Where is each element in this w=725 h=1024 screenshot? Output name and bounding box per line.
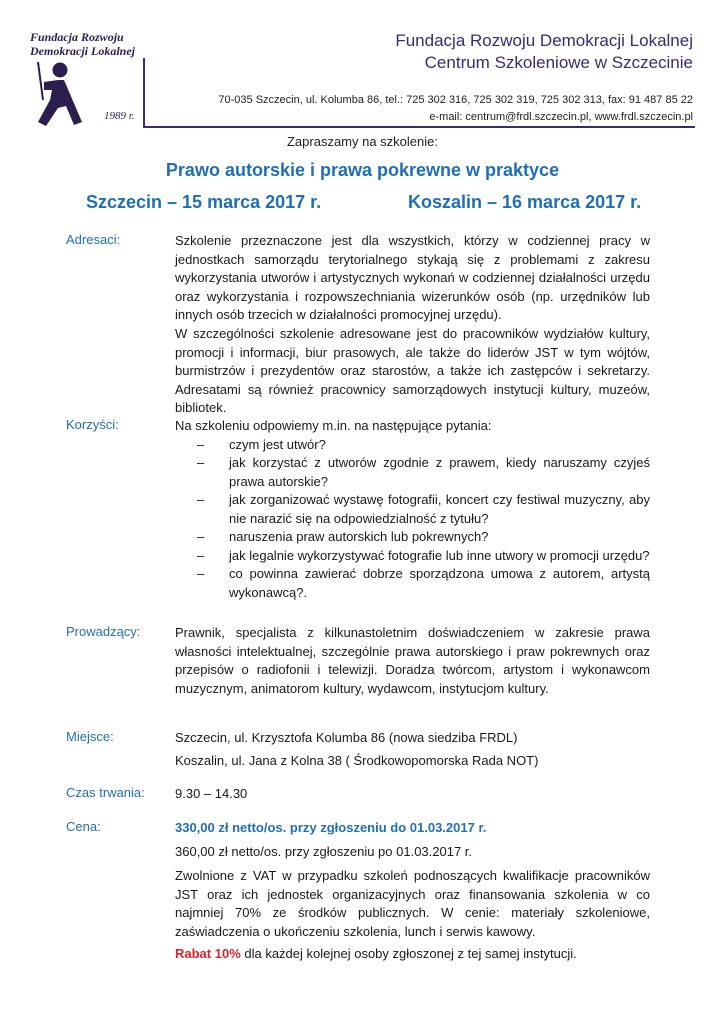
label-prowadzacy: Prowadzący: [66, 624, 141, 639]
discount-text: dla każdej kolejnej osoby zgłoszonej z tej samej instytucji. [240, 946, 577, 961]
adresaci-p1: Szkolenie przeznaczone jest dla wszystkich, którzy w codziennej pracy w jednostkach samorządu terytorialnego stykają się z problemami z zakresu wykorzystania utworów i artystycznych wykonań w codziennej działalności urzędu oraz wykorzystania i rozpowszechniania wizerunków osób (np. urzędników lub innych osób trzecich w działalności promocyjnej urzędu). [175, 233, 650, 322]
bullet-dash: – [197, 436, 205, 452]
contact-line[interactable]: e-mail: centrum@frdl.szczecin.pl, www.frdl.szczecin.pl [429, 111, 693, 123]
org-name-line-2: Centrum Szkoleniowe w Szczecinie [424, 53, 693, 72]
list-item [197, 454, 650, 491]
bullet-dash: – [197, 529, 205, 544]
list-item-text: czym jest utwór? [229, 436, 326, 452]
discount-note [175, 945, 650, 964]
invite-text: Zapraszamy na szkolenie: [286, 134, 438, 149]
korzysci-intro: Na szkoleniu odpowiemy m.in. na następujące pytania: [175, 418, 492, 433]
label-adresaci: Adresaci: [66, 232, 121, 247]
org-address [218, 92, 693, 126]
address-line: 70-035 Szczecin, ul. Kolumba 86, tel.: 725 302 316, 725 302 319, 725 302 313, fax: 91 487 85 22 [218, 94, 693, 106]
list-item-text: naruszenia praw autorskich lub pokrewnych? [229, 529, 489, 544]
label-korzysci: Korzyści: [66, 417, 119, 432]
bullet-dash: – [197, 455, 205, 470]
price-late: 360,00 zł netto/os. przy zgłoszeniu po 01.03.2017 r. [175, 844, 473, 859]
list-item [197, 565, 650, 602]
vat-note: Zwolnione z VAT w przypadku szkoleń podnoszących kwalifikacje pracowników JST oraz ich jednostek organizacyjnych oraz finansowania szkolenia w co najmniej 70% ze środków publicznych. W cenie: materiały szkoleniowe, zaświadczenia o ukończeniu szkolenia, lunch i serwis kawowy. [175, 868, 650, 939]
list-item [197, 547, 650, 566]
location-date-1: Szczecin – 15 marca 2017 r. [86, 192, 322, 212]
list-item [197, 436, 650, 455]
adresaci-p2: W szczególności szkolenie adresowane jest do pracowników wydziałów kultury, promocji i informacji, biur prasowych, ale także do liderów JST w tym wójtów, burmistrzów i prezydentów oraz starostów, a także ich zastępców i sekretarzy. Adresatami są również pracownicy samorządowych instytucji kultury, muzeów, bibliotek. [175, 326, 650, 415]
location-date-2: Koszalin – 16 marca 2017 r. [408, 192, 642, 212]
bullet-dash: – [197, 566, 205, 581]
list-item-text: jak zorganizować wystawę fotografii, koncert czy festiwal muzyczny, aby nie narazić się na odpowiedzialność z tytułu? [229, 492, 650, 526]
bullet-dash: – [197, 547, 205, 563]
label-miejsce: Miejsce: [66, 729, 114, 744]
list-item [197, 491, 650, 528]
training-title: Prawo autorskie i prawa pokrewne w praktyce [165, 160, 560, 180]
miejsce-line-2: Koszalin, ul. Jana z Kolna 38 ( Środkowopomorska Rada NOT) [175, 753, 539, 768]
korzysci-list [197, 436, 650, 603]
logo-line-2: Demokracji Lokalnej [30, 44, 135, 58]
logo-year: 1989 r. [104, 110, 135, 122]
discount-label: Rabat 10% [175, 946, 241, 961]
miejsce-line-1: Szczecin, ul. Krzysztofa Kolumba 86 (nowa siedziba FRDL) [175, 730, 518, 745]
logo-figure-icon [30, 60, 90, 135]
logo-text [30, 30, 150, 58]
czas-value: 9.30 – 14.30 [175, 786, 248, 801]
label-czas: Czas trwania: [66, 785, 145, 800]
header-vertical-divider [143, 58, 145, 128]
list-item-text: jak korzystać z utworów zgodnie z prawem, kiedy naruszamy czyjeś prawa autorskie? [229, 455, 650, 489]
list-item [197, 528, 650, 547]
price-early: 330,00 zł netto/os. przy zgłoszeniu do 01.03.2017 r. [175, 820, 487, 835]
label-cena: Cena: [66, 819, 101, 834]
list-item-text: co powinna zawierać dobrze sporządzona umowa z autorem, artystą wykonawcą?. [229, 566, 650, 600]
logo-line-1: Fundacja Rozwoju [30, 30, 124, 44]
org-name [395, 30, 693, 74]
bullet-dash: – [197, 492, 205, 507]
korzysci-section [175, 417, 650, 602]
list-item-text: jak legalnie wykorzystywać fotografie lub inne utwory w promocji urzędu? [229, 547, 650, 563]
prowadzacy-text: Prawnik, specjalista z kilkunastoletnim doświadczeniem w zakresie prawa własności intelektualnej, szczególnie prawa autorskiego i praw pokrewnych oraz przepisów o radiofonii i telewizji. Doradza twórcom, artystom i wykonawcom muzycznym, animatorom kultury, wydawcom, instytucjom kultury. [175, 625, 650, 696]
org-name-line-1: Fundacja Rozwoju Demokracji Lokalnej [395, 31, 693, 50]
header-divider [143, 126, 695, 128]
